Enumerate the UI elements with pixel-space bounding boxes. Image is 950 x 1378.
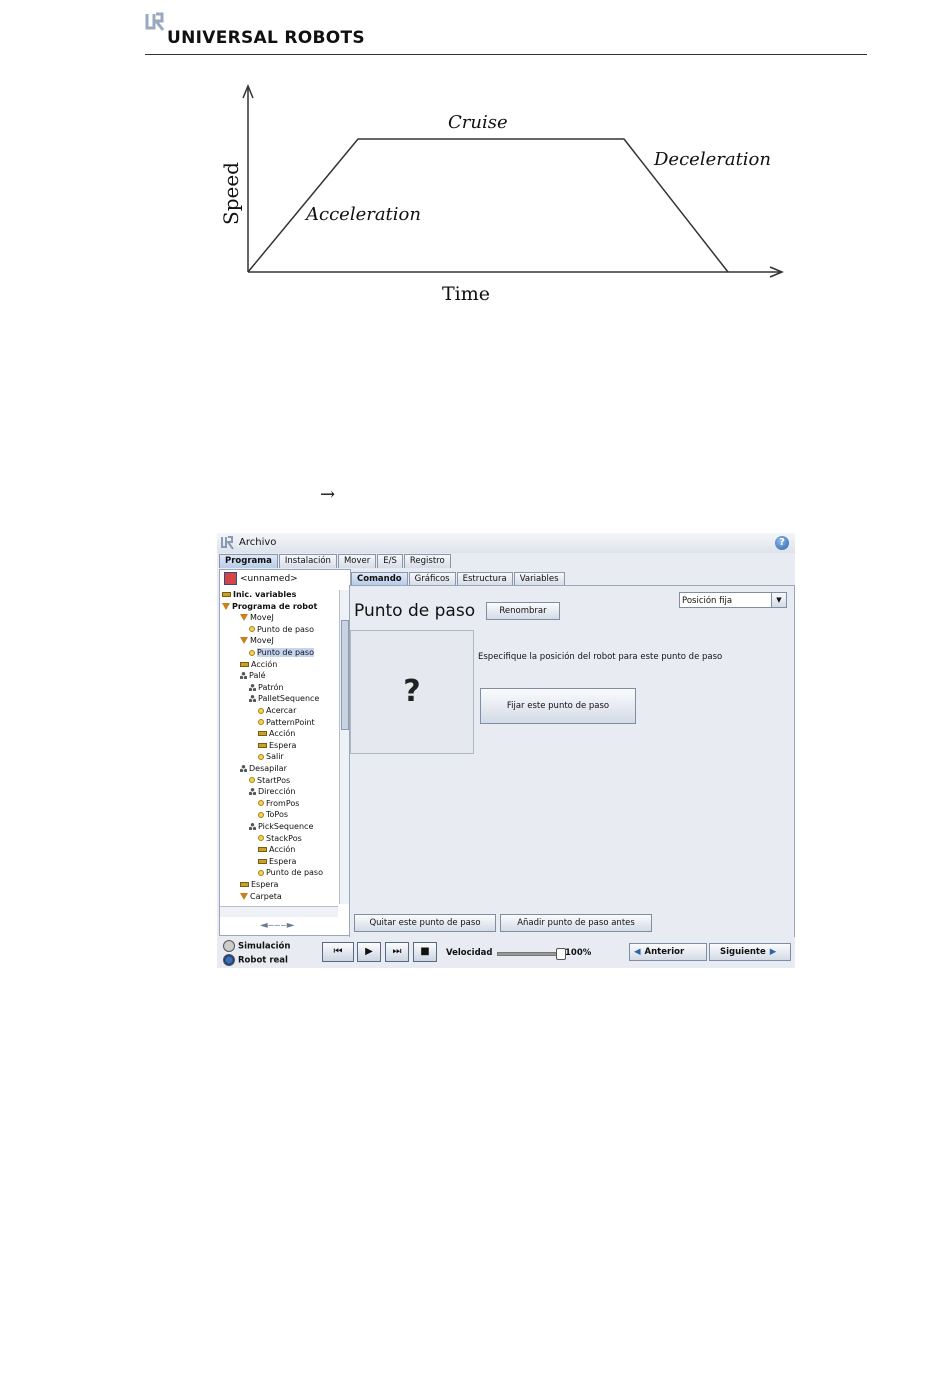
tree-item-label: PalletSequence xyxy=(258,694,320,704)
tree-item-label: PatternPoint xyxy=(266,717,315,727)
tree-nav-arrows-icon[interactable]: ◄‒‒‒► xyxy=(260,920,295,931)
move-triangle-icon xyxy=(240,637,248,644)
program-file-name: <unnamed> xyxy=(240,574,298,584)
tree-item-label: Inic. variables xyxy=(233,590,297,599)
next-label: Siguiente xyxy=(720,947,766,957)
save-icon[interactable] xyxy=(224,572,237,585)
program-tree-panel xyxy=(219,569,351,936)
tree-item[interactable] xyxy=(240,892,282,902)
scroll-thumb[interactable] xyxy=(341,620,349,730)
tab-es[interactable]: E/S xyxy=(377,554,403,568)
phase-cruise-label: Cruise xyxy=(448,112,508,133)
program-tree xyxy=(220,590,338,904)
action-bar-icon xyxy=(240,882,249,887)
waypoint-dot-icon xyxy=(249,777,255,783)
tree-item-label: Carpeta xyxy=(250,891,282,901)
simulation-radio[interactable] xyxy=(223,940,235,952)
control-bar xyxy=(217,937,795,968)
pallet-icon xyxy=(249,695,256,702)
pallet-icon xyxy=(249,684,256,691)
move-triangle-icon xyxy=(222,603,230,610)
waypoint-unknown-image: ? xyxy=(350,630,474,754)
simulation-option[interactable] xyxy=(223,940,290,952)
menu-bar xyxy=(217,533,795,553)
tree-item-label: StartPos xyxy=(257,775,291,785)
tree-item-label: Desapilar xyxy=(249,764,287,773)
set-waypoint-button[interactable]: Fijar este punto de paso xyxy=(480,688,636,724)
tree-item-label: Acercar xyxy=(266,706,297,715)
tab-registro[interactable]: Registro xyxy=(404,554,451,568)
action-bar-icon xyxy=(258,859,267,864)
tree-item-label: Programa de robot xyxy=(232,601,318,611)
waypoint-instruction: Especifique la posición del robot para este punto de paso xyxy=(478,652,723,662)
waypoint-panel xyxy=(349,585,795,938)
tab-graficos[interactable]: Gráficos xyxy=(409,572,456,585)
tab-comando[interactable]: Comando xyxy=(351,572,408,585)
move-triangle-icon xyxy=(240,893,248,900)
tree-item[interactable] xyxy=(258,810,288,820)
tab-estructura[interactable]: Estructura xyxy=(457,572,513,585)
remove-waypoint-button[interactable]: Quitar este punto de paso xyxy=(354,914,496,932)
tree-item[interactable] xyxy=(258,834,302,844)
action-bar-icon xyxy=(222,592,231,597)
help-icon[interactable]: ? xyxy=(775,536,789,550)
tree-item-label: Acción xyxy=(251,659,278,669)
real-robot-option[interactable] xyxy=(223,954,288,966)
tree-item[interactable] xyxy=(258,868,323,878)
move-triangle-icon xyxy=(240,614,248,621)
tree-item[interactable] xyxy=(240,880,278,890)
step-icon[interactable]: ⏭ xyxy=(385,942,409,962)
tab-programa[interactable]: Programa xyxy=(219,554,278,568)
ur-logo-icon xyxy=(220,536,234,550)
tree-item[interactable] xyxy=(258,706,296,716)
add-waypoint-before-button[interactable]: Añadir punto de paso antes xyxy=(500,914,652,932)
tree-item[interactable] xyxy=(240,613,274,623)
tree-item[interactable] xyxy=(240,671,266,681)
axis-y-label: Speed xyxy=(219,162,243,225)
previous-label: Anterior xyxy=(644,947,685,957)
tree-item-label: Acción xyxy=(269,729,296,739)
speed-profile-diagram xyxy=(210,80,800,310)
command-tabs xyxy=(351,572,566,585)
waypoint-dot-icon xyxy=(258,708,264,714)
tree-item[interactable] xyxy=(249,822,313,832)
tree-item[interactable] xyxy=(222,602,317,612)
waypoint-dot-icon xyxy=(258,812,264,818)
action-bar-icon xyxy=(240,662,249,667)
rewind-icon[interactable]: ⏮ xyxy=(322,942,354,962)
tree-item-label: Espera xyxy=(269,740,297,750)
file-menu[interactable]: Archivo xyxy=(239,537,277,548)
tree-item[interactable] xyxy=(258,799,299,809)
tree-item[interactable] xyxy=(258,729,295,739)
pallet-icon xyxy=(240,765,247,772)
next-button[interactable] xyxy=(709,943,791,961)
tree-item[interactable] xyxy=(258,752,284,762)
position-type-select[interactable] xyxy=(679,592,787,608)
tree-item-label: PickSequence xyxy=(258,822,314,831)
speed-value: 100% xyxy=(565,948,592,958)
arrow-left-icon: ◀ xyxy=(634,947,641,957)
tree-horizontal-scrollbar[interactable] xyxy=(220,906,338,917)
tree-item-label: MoveJ xyxy=(250,636,274,646)
tree-item-label: Palé xyxy=(249,671,266,681)
pallet-icon xyxy=(240,672,247,679)
chevron-down-icon[interactable]: ▼ xyxy=(771,593,786,607)
tree-item-label: Dirección xyxy=(258,787,296,797)
tree-item[interactable] xyxy=(258,741,296,751)
tree-item-label: Salir xyxy=(266,752,284,762)
tree-item[interactable] xyxy=(240,636,274,646)
tree-item-label: FromPos xyxy=(266,798,300,808)
tree-item[interactable] xyxy=(249,683,284,693)
tab-instalacion[interactable]: Instalación xyxy=(279,554,337,568)
page-header xyxy=(145,10,867,55)
pallet-icon xyxy=(249,788,256,795)
arrow-right-icon: ▶ xyxy=(769,947,777,957)
waypoint-dot-icon xyxy=(249,626,255,632)
action-bar-icon xyxy=(258,847,267,852)
waypoint-title: Punto de paso xyxy=(354,601,476,621)
tree-item[interactable] xyxy=(240,764,287,774)
waypoint-dot-icon xyxy=(258,835,264,841)
speed-slider[interactable] xyxy=(497,952,561,956)
play-icon[interactable]: ▶ xyxy=(357,942,381,962)
waypoint-dot-icon xyxy=(258,754,264,760)
real-robot-radio[interactable] xyxy=(223,954,235,966)
stop-icon[interactable]: ■ xyxy=(413,942,437,962)
rename-button[interactable]: Renombrar xyxy=(486,602,560,620)
arrow-symbol: → xyxy=(320,484,336,505)
universal-robots-logo-icon xyxy=(145,12,165,32)
tree-item-label: Espera xyxy=(269,856,297,866)
tree-item-label: StackPos xyxy=(266,833,302,843)
tree-item-label: Punto de paso xyxy=(257,624,314,634)
tree-item-label: Punto de paso xyxy=(257,648,314,657)
tree-item[interactable] xyxy=(249,776,290,786)
tree-item-label: Acción xyxy=(269,845,296,855)
axis-x-label: Time xyxy=(442,283,491,305)
tree-item-label: MoveJ xyxy=(250,613,274,623)
main-tabs xyxy=(219,554,452,568)
tree-item[interactable] xyxy=(249,694,319,704)
tree-item[interactable] xyxy=(249,648,314,658)
tree-item[interactable] xyxy=(249,625,314,635)
waypoint-dot-icon xyxy=(258,870,264,876)
speed-label: Velocidad xyxy=(446,948,493,958)
tree-item-label: Espera xyxy=(251,880,279,889)
tree-item-label: Punto de paso xyxy=(266,868,323,878)
tab-mover[interactable]: Mover xyxy=(338,554,376,568)
waypoint-dot-icon xyxy=(249,650,255,656)
polyscope-screenshot xyxy=(217,533,795,968)
waypoint-dot-icon xyxy=(258,800,264,806)
phase-deceleration-label: Deceleration xyxy=(654,149,771,170)
tree-item-label: Patrón xyxy=(258,682,284,692)
brand-name: UNIVERSAL ROBOTS xyxy=(167,28,365,48)
previous-button[interactable] xyxy=(629,943,707,961)
position-type-value: Posición fija xyxy=(682,596,733,606)
tree-item[interactable] xyxy=(222,590,296,600)
tree-item[interactable] xyxy=(258,857,296,867)
program-file-row xyxy=(224,572,298,586)
tree-item[interactable] xyxy=(249,787,295,797)
tree-item[interactable] xyxy=(240,660,277,670)
waypoint-dot-icon xyxy=(258,719,264,725)
pallet-icon xyxy=(249,823,256,830)
simulation-label: Simulación xyxy=(238,941,291,952)
tree-item[interactable] xyxy=(258,845,295,855)
tree-item[interactable] xyxy=(258,718,315,728)
tree-item-label: ToPos xyxy=(266,810,289,820)
action-bar-icon xyxy=(258,731,267,736)
tab-variables[interactable]: Variables xyxy=(514,572,565,585)
phase-acceleration-label: Acceleration xyxy=(306,204,421,225)
real-robot-label: Robot real xyxy=(238,955,288,966)
action-bar-icon xyxy=(258,743,267,748)
